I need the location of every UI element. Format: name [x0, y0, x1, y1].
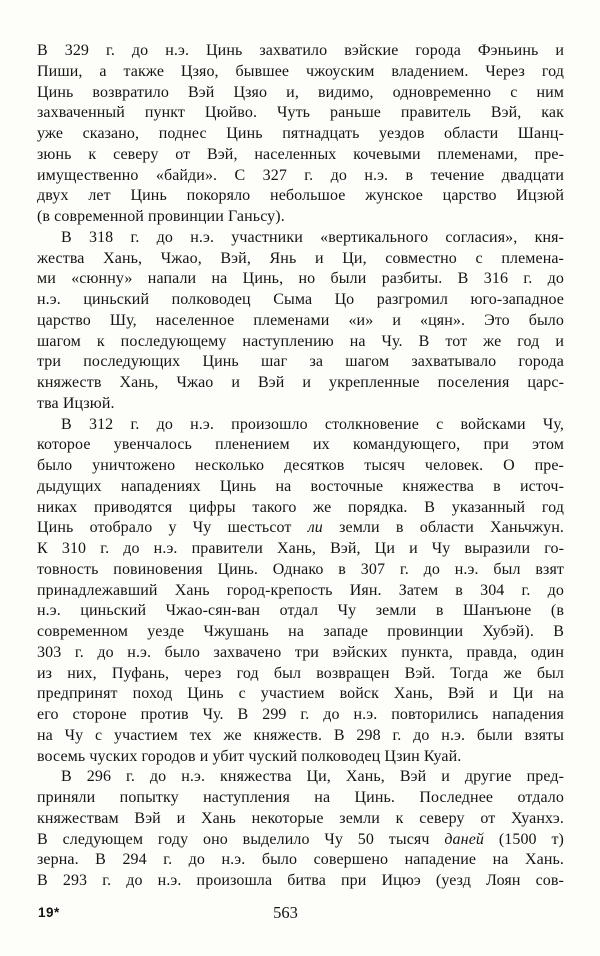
text-run: В 312 г. до н.э. произошло столкновение с войсками Чу, — [61, 415, 564, 433]
text-run: из них, Пуфань, через год был возвращен Вэй. Тогда же был — [37, 664, 564, 682]
text-run: товность повиновения Цинь. Однако в 307 г. до н.э. был взят — [37, 560, 564, 578]
text-run: зюнь к северу от Вэй, населенных кочевыми племенами, пре- — [37, 145, 564, 163]
text-line — [37, 581, 564, 602]
text-line — [37, 435, 564, 456]
text-run: жества Хань, Чжао, Вэй, Янь и Ци, совместно с племена- — [37, 249, 564, 267]
text-run: двух лет Цинь покоряло небольшое жунское царство Ицзюй — [37, 187, 564, 205]
text-line — [37, 601, 564, 622]
text-line — [37, 809, 564, 830]
text-line — [37, 726, 564, 747]
text-run: В следующем году оно выделило Чу 50 тысяч — [37, 830, 445, 848]
text-line — [37, 373, 564, 394]
text-run: его стороне против Чу. В 299 г. до н.э. повторились нападения — [37, 706, 564, 723]
text-line — [37, 643, 564, 664]
text-line — [37, 518, 564, 539]
text-run: приняли попытку наступления на Цинь. Последнее отдало — [37, 789, 564, 806]
text-line — [37, 103, 564, 124]
text-run: В 329 г. до н.э. Цинь захватило вэйские города Фэньинь и — [37, 42, 564, 59]
text-line — [37, 788, 564, 809]
text-line — [37, 269, 564, 290]
text-line — [37, 41, 564, 62]
text-line — [37, 684, 564, 705]
text-run: захваченный пункт Цюйво. Чуть раньше правитель Вэй, как — [37, 104, 564, 122]
text-run: Пиши, а также Цзяо, бывшее чжоуским владением. Через год — [37, 62, 564, 80]
text-line — [37, 747, 564, 768]
paragraph — [37, 767, 564, 892]
text-run: имущественно «байди». С 327 г. до н.э. в течение двадцати — [37, 166, 564, 184]
text-line — [37, 477, 564, 498]
text-run: В 296 г. до н.э. княжества Ци, Хань, Вэй и другие пред- — [61, 768, 564, 786]
text-run: современном уезде Чжушань на западе провинции Хубэй). В — [37, 623, 564, 640]
text-run: уже сказано, поднес Цинь пятнадцать уездов области Шанц- — [37, 125, 564, 142]
italic-term: даней — [444, 830, 484, 848]
text-line — [37, 705, 564, 726]
text-line — [37, 664, 564, 685]
page-text — [37, 41, 564, 892]
text-run: шагом к последующему наступлению на Чу. В тот же год и — [37, 332, 564, 350]
text-run: на Чу с участием тех же княжеств. В 298 г. до н.э. были взяты — [37, 726, 564, 744]
text-run: ми «сюнну» напали на Цинь, но были разбиты. В 316 г. до — [37, 270, 564, 288]
text-run: н.э. циньский полководец Сыма Цо разгромил юго-западное — [37, 291, 564, 308]
text-run: В 293 г. до н.э. произошла битва при Ицюэ (уезд Лоян сов- — [37, 872, 564, 889]
text-run: дыдущих нападениях Цинь на восточные княжества в источ- — [37, 477, 564, 495]
text-line — [37, 228, 564, 249]
page-footer — [37, 903, 564, 925]
text-line — [37, 207, 564, 228]
text-run: В 318 г. до н.э. участники «вертикального согласия», кня- — [61, 228, 564, 246]
text-line — [37, 850, 564, 871]
text-run: три последующих Цинь шаг за шагом захватывало города — [37, 353, 564, 371]
text-line — [37, 166, 564, 187]
text-line — [37, 394, 564, 415]
text-run: земли в области Ханьчжун. — [322, 519, 564, 537]
text-line — [37, 539, 564, 560]
text-run: предпринят поход Цинь с участием войск Хань, Вэй и Ци на — [37, 685, 564, 703]
text-line — [37, 871, 564, 892]
text-run: которое увенчалось пленением их командующего, при этом — [37, 436, 564, 454]
text-run: было уничтожено несколько десятков тысяч человек. О пре- — [37, 457, 564, 474]
text-run: н.э. циньский Чжао-сян-ван отдал Чу земли в Шанъюне (в — [37, 602, 564, 620]
text-line — [37, 456, 564, 477]
printer-signature: 19* — [38, 905, 60, 920]
text-run: княжествам Вэй и Хань некоторые земли к северу от Хуанхэ. — [37, 809, 564, 827]
text-line — [37, 415, 564, 436]
text-line — [37, 311, 564, 332]
page-number: 563 — [273, 903, 298, 922]
text-line — [37, 124, 564, 145]
text-run: (в современной провинции Ганьсу). — [37, 208, 285, 225]
text-run: (1500 т) — [484, 830, 564, 848]
text-line — [37, 290, 564, 311]
text-line — [37, 352, 564, 373]
text-run: восемь чуских городов и убит чуский полководец Цзин Куай. — [37, 747, 462, 765]
text-run: Цинь возвратило Вэй Цзяо и, видимо, одновременно с ним — [37, 83, 564, 101]
paragraph — [37, 415, 564, 768]
text-run: царство Шу, населенное племенами «и» и «цян». Это было — [37, 311, 564, 329]
text-line — [37, 830, 564, 851]
text-line — [37, 83, 564, 104]
text-line — [37, 145, 564, 166]
italic-term: ли — [307, 519, 323, 537]
text-line — [37, 186, 564, 207]
text-run: зерна. В 294 г. до н.э. было совершено нападение на Хань. — [37, 851, 564, 869]
text-run: никах приводятся цифры такого же порядка. В указанный год — [37, 498, 564, 516]
paragraph — [37, 41, 564, 228]
text-line — [37, 560, 564, 581]
text-line — [37, 767, 564, 788]
text-line — [37, 622, 564, 643]
text-run: К 310 г. до н.э. правители Хань, Вэй, Ци и Чу выразили го- — [37, 540, 564, 557]
text-line — [37, 332, 564, 353]
text-run: принадлежавший Хань город-крепость Иян. Затем в 304 г. до — [37, 581, 564, 599]
text-run: тва Ицзюй. — [37, 394, 115, 412]
text-line — [37, 62, 564, 83]
text-run: 303 г. до н.э. было захвачено три вэйских пункта, правда, один — [37, 643, 564, 661]
paragraph — [37, 228, 564, 415]
text-run: княжеств Хань, Чжао и Вэй и укрепленные поселения царс- — [37, 374, 564, 391]
text-run: Цинь отобрало у Чу шестьсот — [37, 519, 308, 537]
text-line — [37, 249, 564, 270]
text-line — [37, 498, 564, 519]
